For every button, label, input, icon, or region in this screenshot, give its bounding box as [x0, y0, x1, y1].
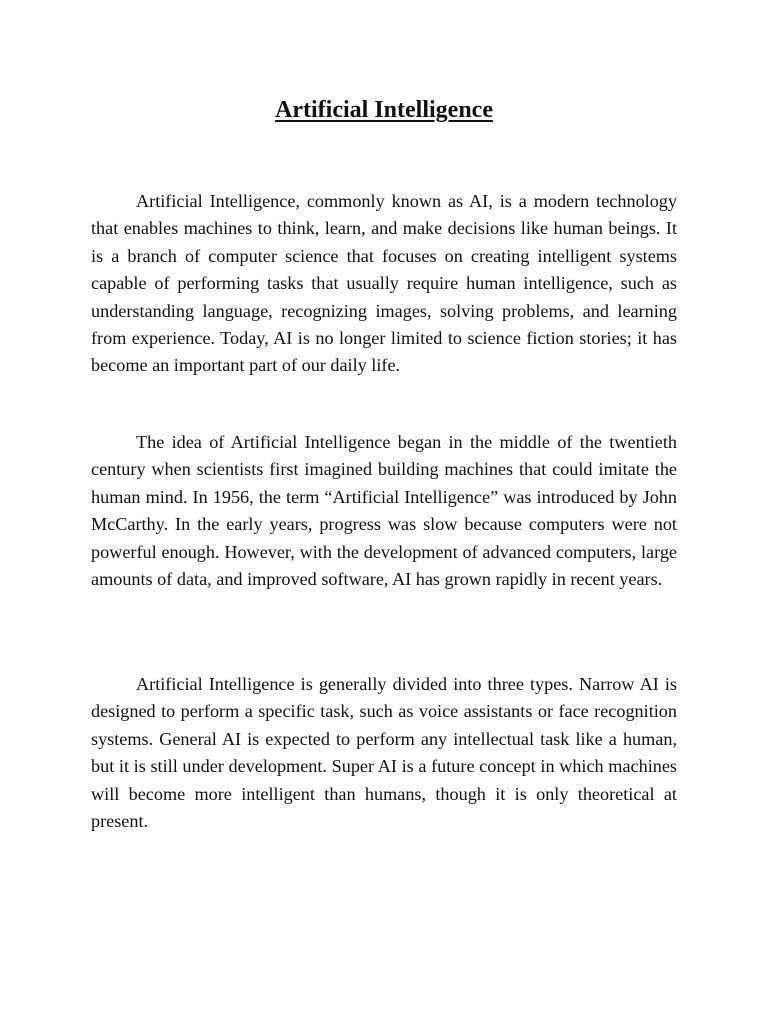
- paragraph-2-block: [91, 429, 677, 593]
- paragraph-3: Artificial Intelligence is generally divided into three types. Narrow AI is designed to perform a specific task, such as voice assistants or face recognition systems. General AI is expected to perform any intellectual task like a human, but it is still under development. Super AI is a future concept in which machines will become more intelligent than humans, though it is only theoretical at present.: [91, 674, 677, 832]
- document-title-text: Artificial Intelligence: [275, 97, 493, 123]
- paragraph-2: The idea of Artificial Intelligence began in the middle of the twentieth century when scientists first imagined building machines that could imitate the human mind. In 1956, the term “Artificial Intelligence” was introduced by John McCarthy. In the early years, progress was slow because computers were not powerful enough. However, with the development of advanced computers, large amounts of data, and improved software, AI has grown rapidly in recent years.: [91, 432, 677, 590]
- paragraph-1: Artificial Intelligence, commonly known as AI, is a modern technology that enables machines to think, learn, and make decisions like human beings. It is a branch of computer science that focuses on creating intelligent systems capable of performing tasks that usually require human intelligence, such as understanding language, recognizing images, solving problems, and learning from experience. Today, AI is no longer limited to science fiction stories; it has become an important part of our daily life.: [91, 191, 677, 376]
- document-title: [0, 92, 768, 128]
- paragraph-3-block: [91, 671, 677, 835]
- paragraph-1-block: [91, 188, 677, 380]
